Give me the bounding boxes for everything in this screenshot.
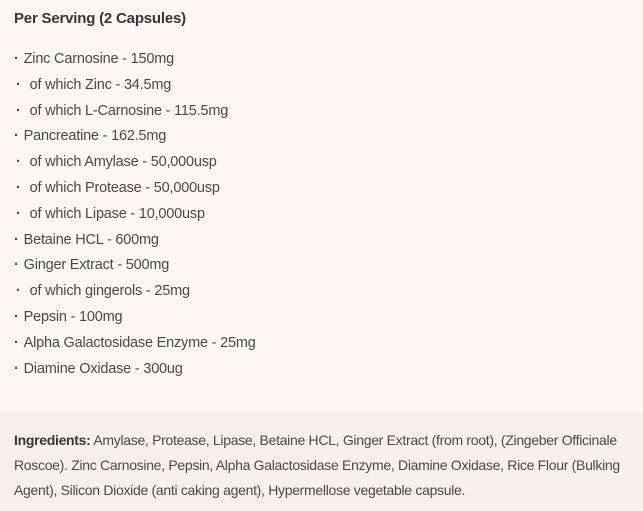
list-item-label: of which gingerols - 25mg (29, 283, 190, 300)
list-item-label: of which L-Carnosine - 115.5mg (29, 102, 229, 119)
bullet-icon: · (14, 334, 19, 351)
bullet-icon: · (14, 360, 19, 377)
bullet-icon: · (16, 283, 21, 300)
list-item-label: of which Amylase - 50,000usp (29, 154, 217, 171)
list-item (14, 73, 629, 99)
ingredients-list-text: Amylase, Protease, Lipase, Betaine HCL, Ginger Extract (from root), (Zingeber Officinale Roscoe). Zinc Carnosine, Pepsin, Alpha Galactosidase Enzyme, Diamine Oxidase, Rice Flour (Bulking Agent), Silicon Dioxide (anti caking agent), Hypermellose vegetable capsule. (14, 432, 620, 498)
list-item-label: Zinc Carnosine - 150mg (23, 51, 174, 67)
ingredients-paragraph (14, 428, 636, 503)
bullet-icon: · (14, 51, 19, 67)
bullet-icon: · (14, 257, 19, 274)
bullet-icon: · (16, 205, 21, 222)
list-item (14, 47, 629, 73)
bullet-icon: · (14, 231, 19, 248)
list-item-label: Pepsin - 100mg (23, 308, 123, 325)
list-item-label: of which Protease - 50,000usp (29, 179, 220, 196)
bullet-icon: · (16, 154, 21, 171)
list-item (14, 253, 629, 279)
list-item (14, 331, 629, 357)
list-item (14, 357, 629, 383)
ingredients-section (0, 412, 643, 511)
bullet-icon: · (16, 102, 21, 119)
list-item-label: Diamine Oxidase - 300ug (23, 360, 183, 377)
list-item-label: of which Lipase - 10,000usp (29, 205, 205, 222)
bullet-icon: · (16, 179, 21, 196)
serving-items-list (14, 47, 629, 382)
list-item-label: Alpha Galactosidase Enzyme - 25mg (23, 334, 256, 351)
list-item-label: Ginger Extract - 500mg (23, 257, 170, 274)
list-item (14, 150, 629, 176)
list-item (14, 176, 629, 202)
list-item (14, 279, 629, 305)
bullet-icon: · (16, 76, 21, 93)
list-item-label: Betaine HCL - 600mg (23, 231, 159, 248)
list-item-label: Pancreatine - 162.5mg (23, 128, 167, 145)
list-item (14, 305, 629, 331)
ingredients-label: Ingredients: (14, 432, 91, 448)
per-serving-heading: Per Serving (2 Capsules) (14, 10, 186, 27)
list-item-label: of which Zinc - 34.5mg (29, 76, 172, 93)
list-item (14, 124, 629, 150)
list-item (14, 99, 629, 125)
bullet-icon: · (14, 308, 19, 325)
list-item (14, 228, 629, 254)
bullet-icon: · (14, 128, 19, 145)
list-item (14, 202, 629, 228)
